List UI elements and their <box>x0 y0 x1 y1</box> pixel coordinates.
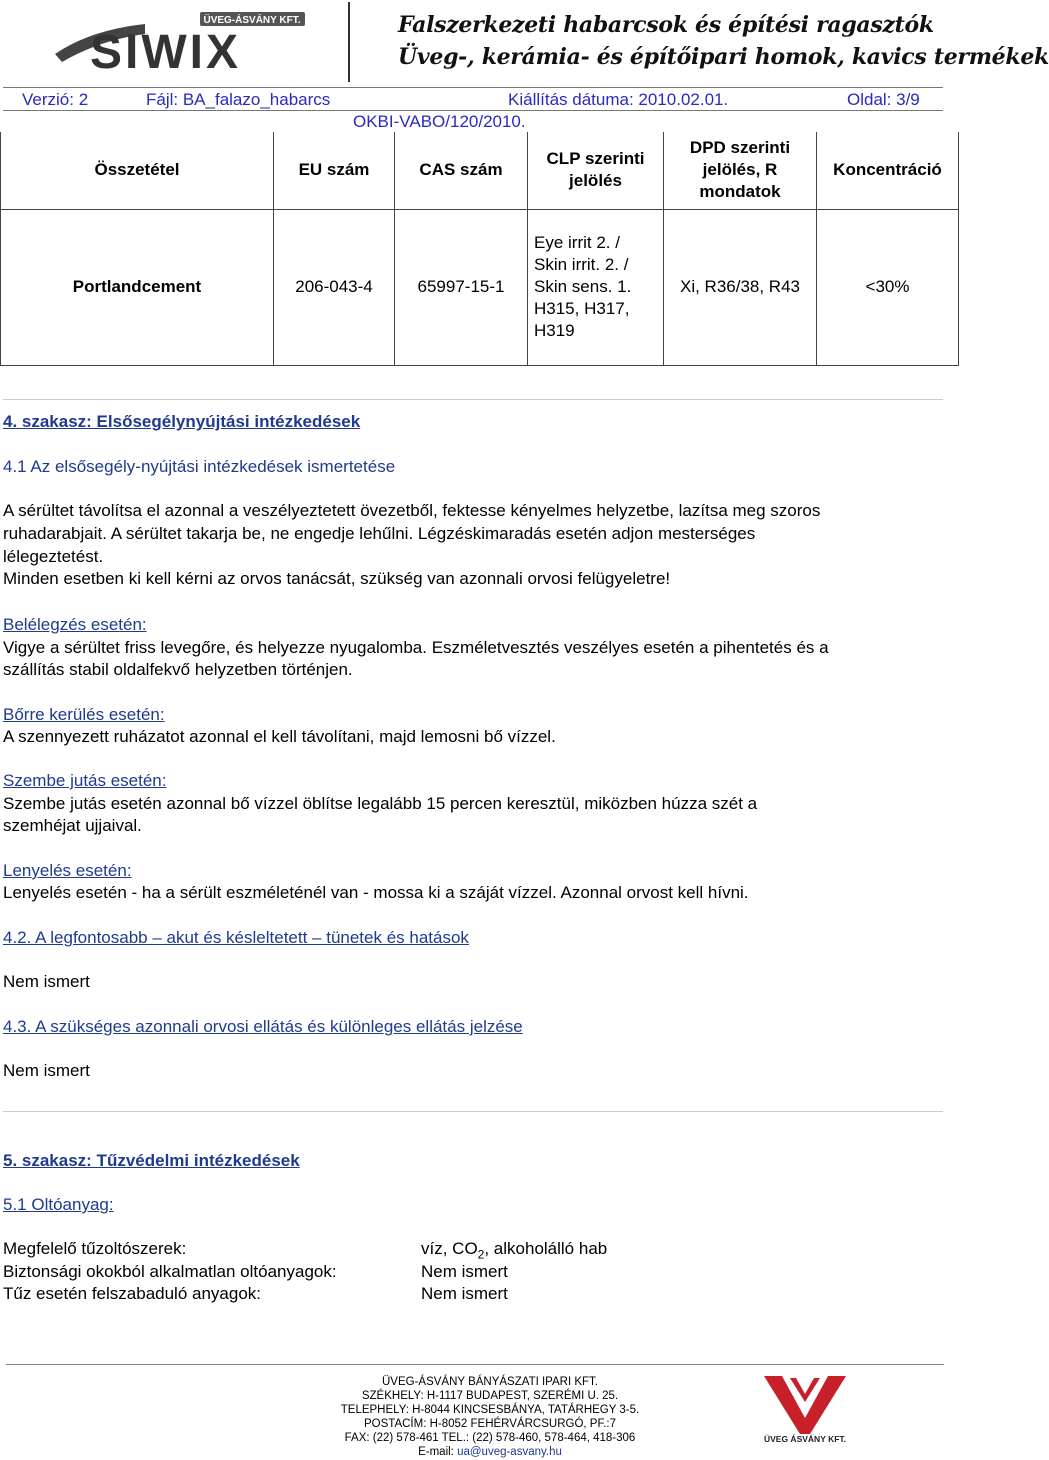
released-substances-value: Nem ismert <box>421 1284 508 1303</box>
header-concentration: Koncentráció <box>817 132 959 209</box>
table-row <box>1 209 959 366</box>
inhalation-title: Belélegzés esetén: <box>3 615 147 634</box>
cell-eu-number: 206-043-4 <box>274 209 395 366</box>
cell-clp-line-2: Skin irrit. 2. / <box>534 255 629 275</box>
footer-email-label: E-mail: <box>418 1446 458 1458</box>
section-4-3-title: 4.3. A szükséges azonnali orvosi ellátás és különleges ellátás jelzése <box>3 1017 523 1036</box>
header-dpd-line-2: jelölés, R <box>702 160 778 180</box>
section-divider <box>3 1111 943 1112</box>
paragraph-line: A szennyezett ruházatot azonnal el kell távolítani, majd lemosni bő vízzel. <box>3 727 556 746</box>
footer-email-link[interactable]: ua@uveg-asvany.hu <box>457 1446 562 1458</box>
paragraph-line: Vigye a sérültet friss levegőre, és helyezze nyugalomba. Eszméletvesztés veszélyes esetén a pihentetés és a <box>3 638 829 657</box>
footer-logo-caption: ÜVEG ÁSVÁNY KFT. <box>763 1434 847 1444</box>
section-4-2-title: 4.2. A legfontosabb – akut és késleltetett – tünetek és hatások <box>3 928 469 947</box>
header-composition: Összetétel <box>1 132 274 209</box>
header-title-line-2: Üveg-, kerámia- és építőipari homok, kavics termékek <box>398 44 1049 70</box>
uveg-asvany-logo <box>760 1372 850 1444</box>
section-4-2-text: Nem ismert <box>3 972 90 991</box>
footer-phone-fax: FAX: (22) 578-461 TEL.: (22) 578-460, 578-464, 418-306 <box>344 1432 636 1444</box>
logo-badge: ÜVEG-ÁSVÁNY KFT. <box>203 15 301 26</box>
suitable-media-value-sub: 2 <box>477 1247 485 1262</box>
header-dpd-line-3: mondatok <box>699 182 781 202</box>
section-4-3-text: Nem ismert <box>3 1061 90 1080</box>
header-dpd <box>664 132 817 209</box>
siwix-logo <box>50 10 355 79</box>
paragraph-line: ruhadarabjait. A sérültet takarja be, ne engedje lehűlni. Légzéskimaradás esetén adjon mesterséges <box>3 524 756 543</box>
cell-clp-line-4: H315, H317, <box>534 299 630 319</box>
issue-date-label: Kiállítás dátuma: 2010.02.01. <box>508 90 729 109</box>
page-number-label: Oldal: 3/9 <box>847 90 920 109</box>
cell-clp-line-5: H319 <box>534 321 575 341</box>
footer-postal-address: POSTACÍM: H-8052 FEHÉRVÁRCSURGÓ, PF.:7 <box>364 1418 616 1430</box>
header-title-line-1: Falszerkezeti habarcsok és építési ragasztók <box>398 12 934 38</box>
suitable-media-label: Megfelelő tűzoltószerek: <box>3 1239 187 1258</box>
paragraph-line: szállítás stabil oldalfekvő helyzetben történjen. <box>3 660 353 679</box>
unsuitable-media-value: Nem ismert <box>421 1262 508 1281</box>
paragraph-line: szemhéjat ujjaival. <box>3 816 142 835</box>
section-5-title: 5. szakasz: Tűzvédelmi intézkedések <box>3 1151 300 1170</box>
cell-cas-number: 65997-15-1 <box>395 209 528 366</box>
paragraph-line: Minden esetben ki kell kérni az orvos tanácsát, szükség van azonnali orvosi felügyeletre! <box>3 569 671 588</box>
section-4-1-title: 4.1 Az elsősegély-nyújtási intézkedések ismertetése <box>3 457 396 476</box>
section-divider <box>3 399 943 400</box>
file-label: Fájl: BA_falazo_habarcs <box>146 90 331 109</box>
paragraph-line: A sérültet távolítsa el azonnal a veszélyeztetett övezetből, fektesse kényelmes helyzetbe, lazítsa meg szoros <box>3 501 821 520</box>
footer-site: TELEPHELY: H-8044 KINCSESBÁNYA, TATÁRHEGY 3-5. <box>340 1404 640 1416</box>
meta-band <box>3 87 943 111</box>
skin-contact-title: Bőrre kerülés esetén: <box>3 705 165 724</box>
table-header-row <box>1 132 959 209</box>
ingestion-title: Lenyelés esetén: <box>3 861 132 880</box>
footer-email-line <box>280 1445 700 1460</box>
header-divider <box>348 2 350 82</box>
eye-contact-title: Szembe jutás esetén: <box>3 771 167 790</box>
header-clp-line-2: jelölés <box>569 171 622 191</box>
suitable-media-value-post: , alkoholálló hab <box>484 1239 608 1258</box>
paragraph-line: lélegeztetést. <box>3 547 104 566</box>
unsuitable-media-label: Biztonsági okokból alkalmatlan oltóanyagok: <box>3 1262 337 1281</box>
header-cas-number: CAS szám <box>395 132 528 209</box>
header-dpd-line-1: DPD szerinti <box>689 138 791 158</box>
paragraph-line: Szembe jutás esetén azonnal bő vízzel öblítse legalább 15 percen keresztül, miközben húzza szét a <box>3 794 758 813</box>
composition-table <box>0 132 959 366</box>
section-5-1-title: 5.1 Oltóanyag: <box>3 1195 114 1214</box>
paragraph-line: Lenyelés esetén - ha a sérült eszméleténél van - mossa ki a száját vízzel. Azonnal orvost kell hívni. <box>3 883 749 902</box>
cell-clp-line-1: Eye irrit 2. / <box>534 233 620 253</box>
header-clp-line-1: CLP szerinti <box>546 149 645 169</box>
cell-clp <box>528 209 664 366</box>
footer-divider <box>6 1364 944 1365</box>
released-substances-label: Tűz esetén felszabaduló anyagok: <box>3 1284 262 1303</box>
version-label: Verzió: 2 <box>22 90 89 109</box>
footer-headquarters: SZÉKHELY: H-1117 BUDAPEST, SZERÉMI U. 25. <box>361 1390 619 1402</box>
cell-dpd: Xi, R36/38, R43 <box>664 209 817 366</box>
logo-text: SIWIX <box>90 26 242 79</box>
header-clp <box>528 132 664 209</box>
cell-clp-line-3: Skin sens. 1. <box>534 277 632 297</box>
reference-number: OKBI-VABO/120/2010. <box>353 112 526 131</box>
cell-concentration: <30% <box>817 209 959 366</box>
header-eu-number: EU szám <box>274 132 395 209</box>
section-4-title: 4. szakasz: Elsősegélynyújtási intézkedések <box>3 412 361 431</box>
cell-substance-name: Portlandcement <box>1 209 274 366</box>
suitable-media-value-pre: víz, CO <box>421 1239 478 1258</box>
footer-company-name: ÜVEG-ÁSVÁNY BÁNYÁSZATI IPARI KFT. <box>382 1376 598 1388</box>
